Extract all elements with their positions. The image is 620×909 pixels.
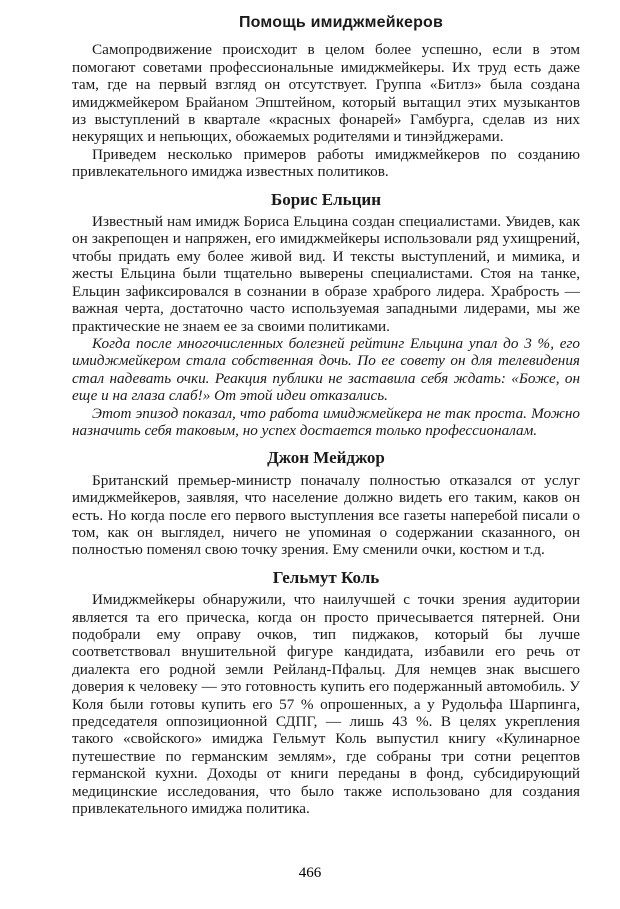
intro-paragraph: Самопродвижение происходит в целом более успешно, если в этом помогают советами профессиональные имиджмейкеры. Их труд есть даже там, где на первый взгляд он отсутствует. Группа «Битлз» была создана имиджмейкером Брайаном Эпштейном, который вытащил этих музыкантов из выступлений в квартале «красных фонарей» Гамбурга, сделав из них некурящих и непьющих, обожаемых родителями и тинэйджерами. (72, 41, 580, 146)
chapter-title: Помощь имиджмейкеров (238, 14, 444, 31)
intro-paragraph: Приведем несколько примеров работы имиджмейкеров по созданию привлекательного имиджа известных политиков. (72, 145, 580, 181)
yeltsin-paragraph: Известный нам имидж Бориса Ельцина создан специалистами. Увидев, как он закрепощен и напряжен, его имиджмейкеры использовали ряд ухищрений, чтобы придать ему более живой вид. И тексты выступлений, и мимика, и жесты Ельцина были тщательно выверены специалистами. Стоя на танке, Ельцин зафиксировался в сознании в образе храброго лидера. Храбрость — важная черта, достаточно часто используемая западными лидерами, мы же практические не знаем ее за своими политиками. (72, 213, 580, 335)
section-title-kohl: Гельмут Коль (272, 567, 380, 587)
section-title-yeltsin: Борис Ельцин (270, 189, 382, 209)
kohl-paragraph: Имиджмейкеры обнаружили, что наилучшей с точки зрения аудитории является та его прическа, когда он просто причесывается пятерней. Они подобрали ему оправу очков, тип пиджаков, который бы лучше соответствовал внушительной фигуре кандидата, избавили его речь от диалекта его родной земли Рейланд-Пфальц. Для немцев знак высшего доверия к человеку — это готовность купить его подержанный автомобиль. У Коля были готовы купить его 57 % опрошенных, а у Рудольфа Шарпинга, председателя оппозиционной СДПГ, — лишь 43 %. В целях укрепления такого «свойского» имиджа Гельмут Коль выпустил книгу «Кулинарное путешествие по германским землям», где собраны три сотни рецептов германской кухни. Доходы от книги переданы в фонд, субсидирующий медицинские исследования, что было также использовано для создания привлекательного имиджа политика. (72, 591, 580, 818)
yeltsin-italic-paragraph: Когда после многочисленных болезней рейтинг Ельцина упал до 3 %, его имиджмейкером стала собственная дочь. По ее совету он для телевидения стал надевать очки. Реакция публики не заставила себя ждать: «Боже, он еще и на глаза слаб!» От этой идеи отказались. (72, 334, 580, 405)
major-paragraph: Британский премьер-министр поначалу полностью отказался от услуг имиджмейкеров, заявляя, что население должно видеть его таким, каков он есть. Но когда после его первого выступления все газеты наперебой писали о том, как он выглядел, ничего не упоминая о содержании сказанного, он полностью поменял свою точку зрения. Ему сменили очки, костюм и т.д. (72, 471, 580, 559)
yeltsin-italic-paragraph: Этот эпизод показал, что работа имиджмейкера не так проста. Можно назначить себя таковым, но успех достается только профессионалам. (72, 404, 580, 439)
page-number: 466 (298, 865, 322, 881)
section-title-major: Джон Мейджор (267, 448, 385, 468)
